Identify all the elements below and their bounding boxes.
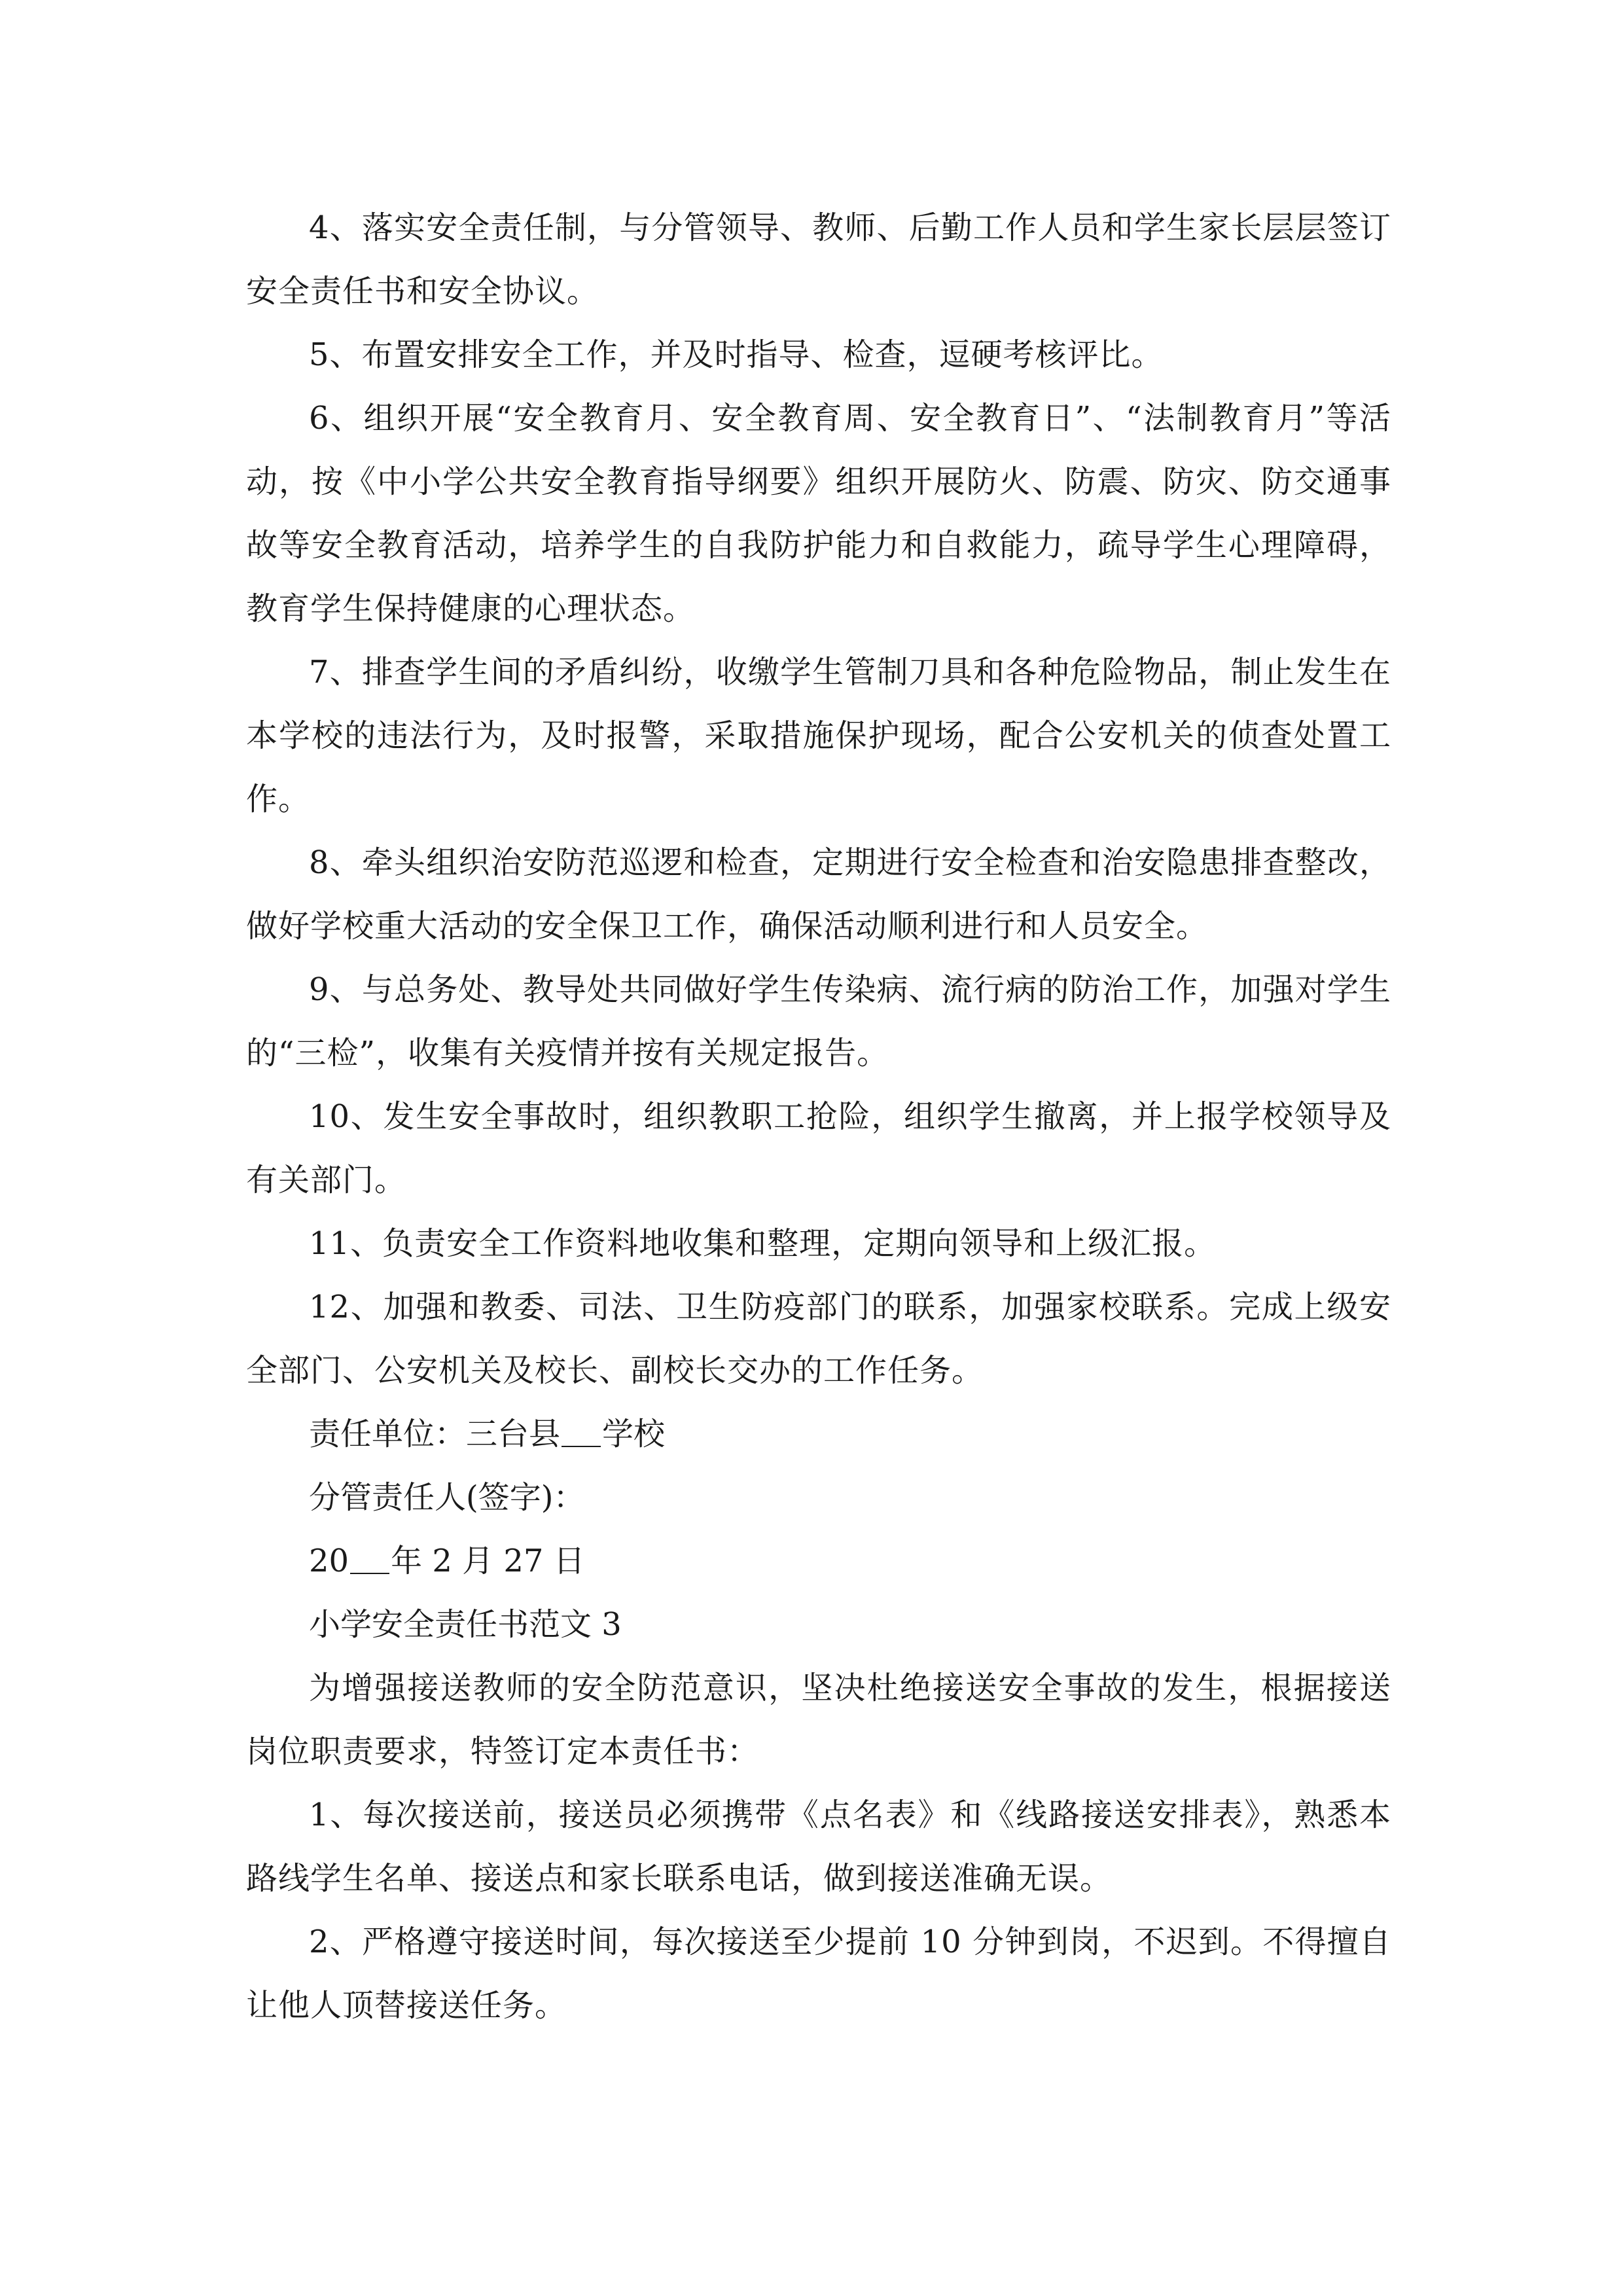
year-blank-line	[350, 1547, 389, 1574]
paragraph-item-11: 11、负责安全工作资料地收集和整理，定期向领导和上级汇报。	[309, 1225, 1217, 1262]
responsible-unit-label: 责任单位：三台县	[309, 1416, 561, 1452]
date-suffix: 年 2 月 27 日	[391, 1543, 585, 1579]
rule-item-1: 1、每次接送前，接送员必须携带《点名表》和《线路接送安排表》，熟悉本路线学生名单、接送点和家长联系电话，做到接送准确无误。	[246, 1797, 1391, 1897]
paragraph-item-7: 7、排查学生间的矛盾纠纷，收缴学生管制刀具和各种危险物品，制止发生在本学校的违法行为，及时报警，采取措施保护现场，配合公安机关的侦查处置工作。	[246, 654, 1391, 817]
unit-blank-line	[562, 1420, 601, 1447]
paragraph-item-5: 5、布置安排安全工作，并及时指导、检查，逗硬考核评比。	[309, 336, 1164, 373]
paragraph-item-9: 9、与总务处、教导处共同做好学生传染病、流行病的防治工作，加强对学生的“三检”，收集有关疫情并按有关规定报告。	[246, 971, 1391, 1071]
document-body	[246, 196, 1391, 2037]
date-line	[246, 1530, 1391, 1593]
intro-paragraph: 为增强接送教师的安全防范意识，坚决杜绝接送安全事故的发生，根据接送岗位职责要求，特签订定本责任书：	[246, 1670, 1391, 1770]
paragraph-item-8: 8、牵头组织治安防范巡逻和检查，定期进行安全检查和治安隐患排查整改，做好学校重大活动的安全保卫工作，确保活动顺利进行和人员安全。	[246, 844, 1391, 944]
date-prefix: 20	[309, 1543, 349, 1579]
paragraph-item-4: 4、落实安全责任制，与分管领导、教师、后勤工作人员和学生家长层层签订安全责任书和安全协议。	[246, 209, 1391, 310]
responsible-unit-line	[246, 1403, 1391, 1466]
responsible-person-line: 分管责任人(签字)：	[309, 1479, 585, 1516]
responsible-unit-suffix: 学校	[602, 1416, 666, 1452]
section-title: 小学安全责任书范文 3	[309, 1606, 622, 1643]
paragraph-item-12: 12、加强和教委、司法、卫生防疫部门的联系，加强家校联系。完成上级安全部门、公安机关及校长、副校长交办的工作任务。	[246, 1289, 1391, 1389]
paragraph-item-10: 10、发生安全事故时，组织教职工抢险，组织学生撤离，并上报学校领导及有关部门。	[246, 1098, 1391, 1198]
paragraph-item-6: 6、组织开展“安全教育月、安全教育周、安全教育日”、“法制教育月”等活动，按《中小学公共安全教育指导纲要》组织开展防火、防震、防灾、防交通事故等安全教育活动，培养学生的自我防护能力和自救能力，疏导学生心理障碍，教育学生保持健康的心理状态。	[246, 400, 1391, 627]
rule-item-2: 2、严格遵守接送时间，每次接送至少提前 10 分钟到岗，不迟到。不得擅自让他人顶替接送任务。	[246, 1924, 1391, 2024]
